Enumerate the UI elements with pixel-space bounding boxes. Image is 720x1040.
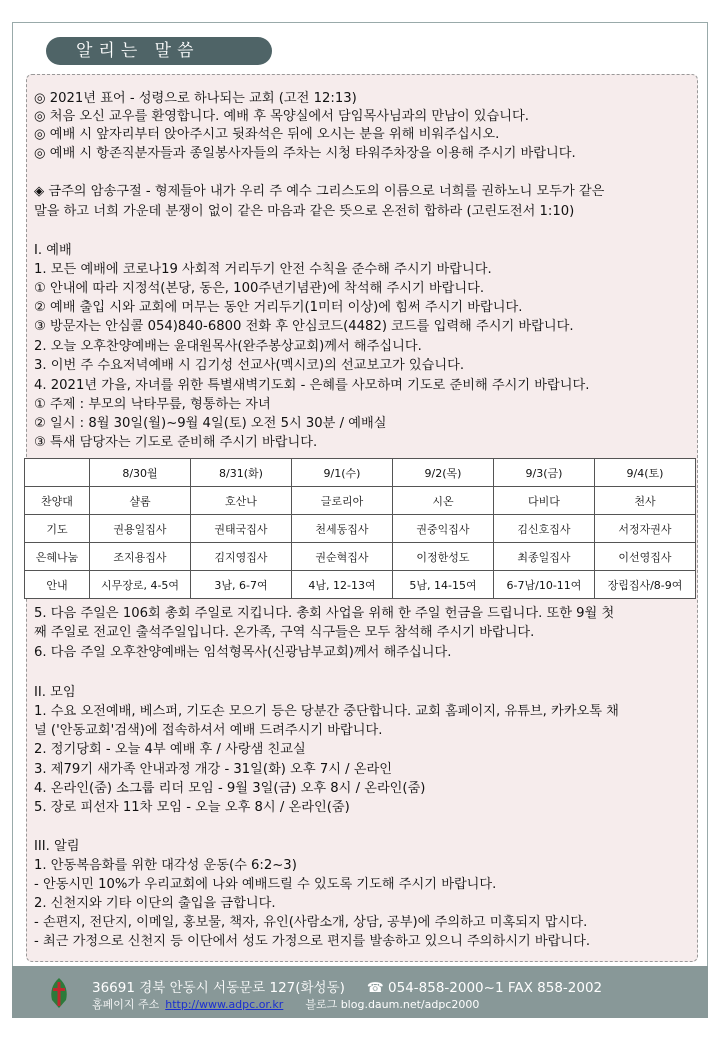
table-cell: 천사 — [595, 487, 696, 515]
notice-line: - 손편지, 전단지, 이메일, 홍보물, 책자, 유인(사람소개, 상담, 공부)에 주의하고 미혹되지 맙시다. — [34, 915, 588, 930]
table-row — [25, 543, 696, 571]
table-cell: 김지영집사 — [191, 543, 292, 571]
table-cell: 시무장로, 4-5여 — [90, 571, 191, 599]
memory-verse-line: ◈ 금주의 암송구절 - 형제들아 내가 우리 주 예수 그리스도의 이름으로 너희를 권하노니 모두가 같은 — [34, 184, 605, 199]
table-cell: 권중익집사 — [393, 515, 494, 543]
table-cell: 조지용집사 — [90, 543, 191, 571]
notice-line: - 최근 가정으로 신천지 등 이단에서 성도 가정으로 편지를 발송하고 있으니 주의하시기 바랍니다. — [34, 934, 591, 949]
worship-line: ③ 방문자는 안심콜 054)840-6800 전화 후 안심코드(4482) 코드를 입력해 주시기 바랍니다. — [34, 319, 574, 334]
table-row-label: 찬양대 — [25, 487, 90, 515]
table-day-header: 9/3(금) — [494, 459, 595, 487]
table-cell: 4남, 12-13여 — [292, 571, 393, 599]
intro-line: ◎ 2021년 표어 - 성령으로 하나되는 교회 (고전 12:13) — [34, 91, 357, 106]
worship-line: ② 예배 출입 시와 교회에 머무는 동안 거리두기(1미터 이상)에 힘써 주시기 바랍니다. — [34, 300, 523, 315]
table-cell: 서정자권사 — [595, 515, 696, 543]
table-row-label: 기도 — [25, 515, 90, 543]
homepage-label: 홈페이지 주소 — [92, 998, 160, 1011]
table-cell: 천세동집사 — [292, 515, 393, 543]
meeting-line: 2. 정기당회 - 오늘 4부 예배 후 / 사랑샘 친교실 — [34, 742, 306, 757]
worship-line: 째 주일로 전교인 출석주일입니다. 온가족, 구역 식구들은 모두 참석해 주시기 바랍니다. — [34, 625, 535, 640]
worship-line: 1. 모든 예배에 코로나19 사회적 거리두기 안전 수칙을 준수해 주시기 바랍니다. — [34, 262, 492, 277]
worship-line: 2. 오늘 오후찬양예배는 윤대원목사(완주봉상교회)께서 해주십니다. — [34, 339, 422, 354]
table-cell: 샬롬 — [90, 487, 191, 515]
table-header-row — [25, 459, 696, 487]
meeting-line: 1. 수요 오전예배, 베스퍼, 기도손 모으기 등은 당분간 중단합니다. 교회 홈페이지, 유튜브, 카카오톡 채 — [34, 704, 619, 719]
table-day-header: 8/31(화) — [191, 459, 292, 487]
table-cell: 권태국집사 — [191, 515, 292, 543]
table-cell: 시온 — [393, 487, 494, 515]
section-heading-meetings: II. 모임 — [34, 685, 76, 700]
notice-line: - 안동시민 10%가 우리교회에 나와 예배드릴 수 있도록 기도해 주시기 바랍니다. — [34, 877, 497, 892]
table-cell: 이선영집사 — [595, 543, 696, 571]
table-row — [25, 487, 696, 515]
prayer-schedule-table — [24, 458, 696, 599]
table-day-header: 8/30월 — [90, 459, 191, 487]
table-row-label: 안내 — [25, 571, 90, 599]
table-row — [25, 571, 696, 599]
memory-verse-line: 말을 하고 너희 가운데 분쟁이 없이 같은 마음과 같은 뜻으로 온전히 합하라 (고린도전서 1:10) — [34, 204, 575, 219]
table-day-header: 9/2(목) — [393, 459, 494, 487]
footer-phone: ☎ 054-858-2000~1 FAX 858-2002 — [366, 980, 603, 996]
footer-contact — [92, 976, 602, 996]
table-cell: 다비다 — [494, 487, 595, 515]
table-day-header: 9/4(토) — [595, 459, 696, 487]
worship-line: 3. 이번 주 수요저녁예배 시 김기성 선교사(멕시코)의 선교보고가 있습니다. — [34, 358, 465, 373]
worship-line: ② 일시 : 8월 30일(월)~9월 4일(토) 오전 5시 30분 / 예배실 — [34, 416, 387, 431]
page-title: 알리는 말씀 — [46, 37, 272, 65]
table-row — [25, 515, 696, 543]
worship-line: ① 안내에 따라 지정석(본당, 동은, 100주년기념관)에 착석해 주시기 바랍니다. — [34, 281, 485, 296]
table-row-label: 은혜나눔 — [25, 543, 90, 571]
meeting-line: 4. 온라인(줌) 소그룹 리더 모임 - 9월 3일(금) 오후 8시 / 온라인(줌) — [34, 781, 426, 796]
table-day-header: 9/1(수) — [292, 459, 393, 487]
blog-address: 블로그 blog.daum.net/adpc2000 — [305, 998, 480, 1011]
table-cell: 글로리아 — [292, 487, 393, 515]
worship-line: ③ 특새 담당자는 기도로 준비해 주시기 바랍니다. — [34, 435, 318, 450]
worship-line: 6. 다음 주일 오후찬양예배는 임석형목사(신광남부교회)께서 해주십니다. — [34, 645, 452, 660]
table-cell: 권순혁집사 — [292, 543, 393, 571]
table-cell: 이정한성도 — [393, 543, 494, 571]
worship-line: ① 주제 : 부모의 낙타무릎, 형통하는 자녀 — [34, 397, 271, 412]
notice-line: 1. 안동복음화를 위한 대각성 운동(수 6:2~3) — [34, 858, 297, 873]
table-cell: 장립집사/8-9여 — [595, 571, 696, 599]
intro-line: ◎ 예배 시 항존직분자들과 종일봉사자들의 주차는 시청 타워주차장을 이용해 주시기 바랍니다. — [34, 146, 576, 161]
table-cell: 최종일집사 — [494, 543, 595, 571]
table-corner-cell — [25, 459, 90, 487]
section-heading-worship: I. 예배 — [34, 243, 72, 258]
worship-line: 4. 2021년 가을, 자녀를 위한 특별새벽기도회 - 은혜를 사모하며 기도로 준비해 주시기 바랍니다. — [34, 378, 590, 393]
table-cell: 6-7남/10-11여 — [494, 571, 595, 599]
footer-links — [92, 996, 479, 1012]
table-cell: 김신호집사 — [494, 515, 595, 543]
church-logo-icon — [48, 976, 70, 1010]
meeting-line: 5. 장로 피선자 11차 모임 - 오늘 오후 8시 / 온라인(줌) — [34, 800, 350, 815]
table-cell: 권용일집사 — [90, 515, 191, 543]
footer-address: 36691 경북 안동시 서동문로 127(화성동) — [92, 980, 345, 996]
meeting-line: 널 ('안동교회'검색)에 접속하셔서 예배 드려주시기 바랍니다. — [34, 723, 383, 738]
notice-line: 2. 신천지와 기타 이단의 출입을 금합니다. — [34, 896, 276, 911]
homepage-link[interactable]: http://www.adpc.or.kr — [165, 998, 284, 1011]
table-cell: 5남, 14-15여 — [393, 571, 494, 599]
intro-line: ◎ 처음 오신 교우를 환영합니다. 예배 후 목양실에서 담임목사님과의 만남이 있습니다. — [34, 109, 529, 124]
section-heading-notices: III. 알림 — [34, 839, 80, 854]
meeting-line: 3. 제79기 새가족 안내과정 개강 - 31일(화) 오후 7시 / 온라인 — [34, 762, 392, 777]
table-cell: 호산나 — [191, 487, 292, 515]
intro-line: ◎ 예배 시 앞자리부터 앉아주시고 뒷좌석은 뒤에 오시는 분을 위해 비워주십시오. — [34, 127, 500, 142]
worship-line: 5. 다음 주일은 106회 총회 주일로 지킵니다. 총회 사업을 위해 한 주일 헌금을 드립니다. 또한 9월 첫 — [34, 606, 615, 621]
table-cell: 3남, 6-7여 — [191, 571, 292, 599]
